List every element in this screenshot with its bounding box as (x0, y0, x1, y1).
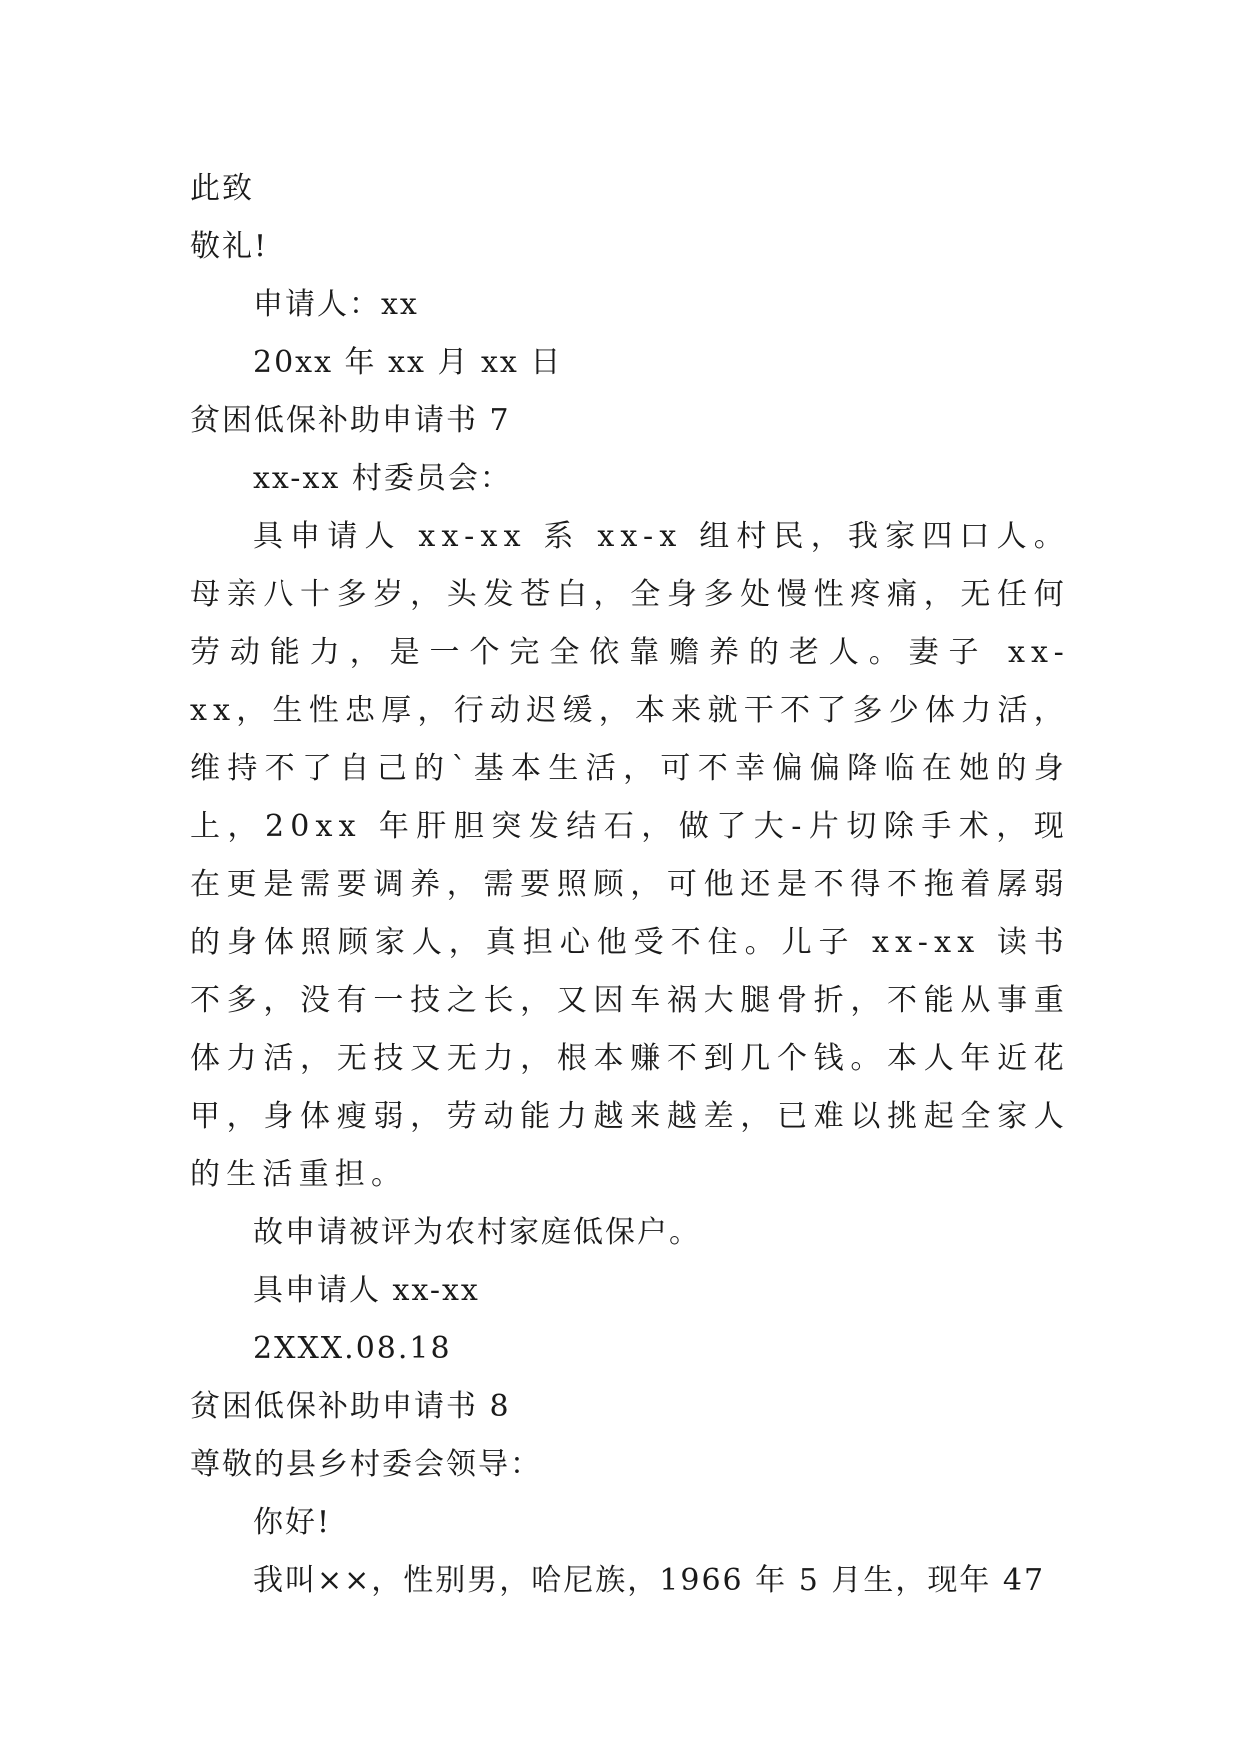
document-content (190, 160, 1070, 1610)
letter7-heading: 贫困低保补助申请书 7 (190, 403, 511, 438)
letter7-request: 故申请被评为农村家庭低保户。 (253, 1215, 701, 1250)
letter8-heading: 贫困低保补助申请书 8 (190, 1389, 511, 1424)
letter8-addressee: 尊敬的县乡村委会领导： (190, 1447, 542, 1482)
letter8-greeting: 你好! (253, 1505, 332, 1540)
closing-salutation-2: 敬礼! (190, 229, 269, 264)
letter7-date: 2XXX.08.18 (253, 1331, 452, 1366)
applicant-line: 申请人：xx (253, 287, 419, 322)
closing-salutation-1: 此致 (190, 171, 254, 206)
letter7-body: 具申请人 xx-xx 系 xx-x 组村民，我家四口人。母亲八十多岁，头发苍白，全身多处慢性疼痛，无任何劳动能力，是一个完全依靠赡养的老人。妻子 xx-xx，生性忠厚，行动迟缓，本来就干不了多少体力活，维持不了自己的`基本生活，可不幸偏偏降临在她的身上，20xx 年肝胆突发结石，做了大-片切除手术，现在更是需要调养，需要照顾，可他还是不得不拖着孱弱的身体照顾家人，真担心他受不住。儿子 xx-xx 读书不多，没有一技之长，又因车祸大腿骨折，不能从事重体力活，无技又无力，根本赚不到几个钱。本人年近花甲，身体瘦弱，劳动能力越来越差，已难以挑起全家人的生活重担。 (190, 519, 1070, 1192)
letter8-intro: 我叫××，性别男，哈尼族，1966 年 5 月生，现年 47 (253, 1563, 1046, 1598)
application-date: 20xx 年 xx 月 xx 日 (253, 345, 563, 380)
letter7-addressee: xx-xx 村委员会： (253, 461, 512, 496)
letter7-signature: 具申请人 xx-xx (253, 1273, 480, 1308)
